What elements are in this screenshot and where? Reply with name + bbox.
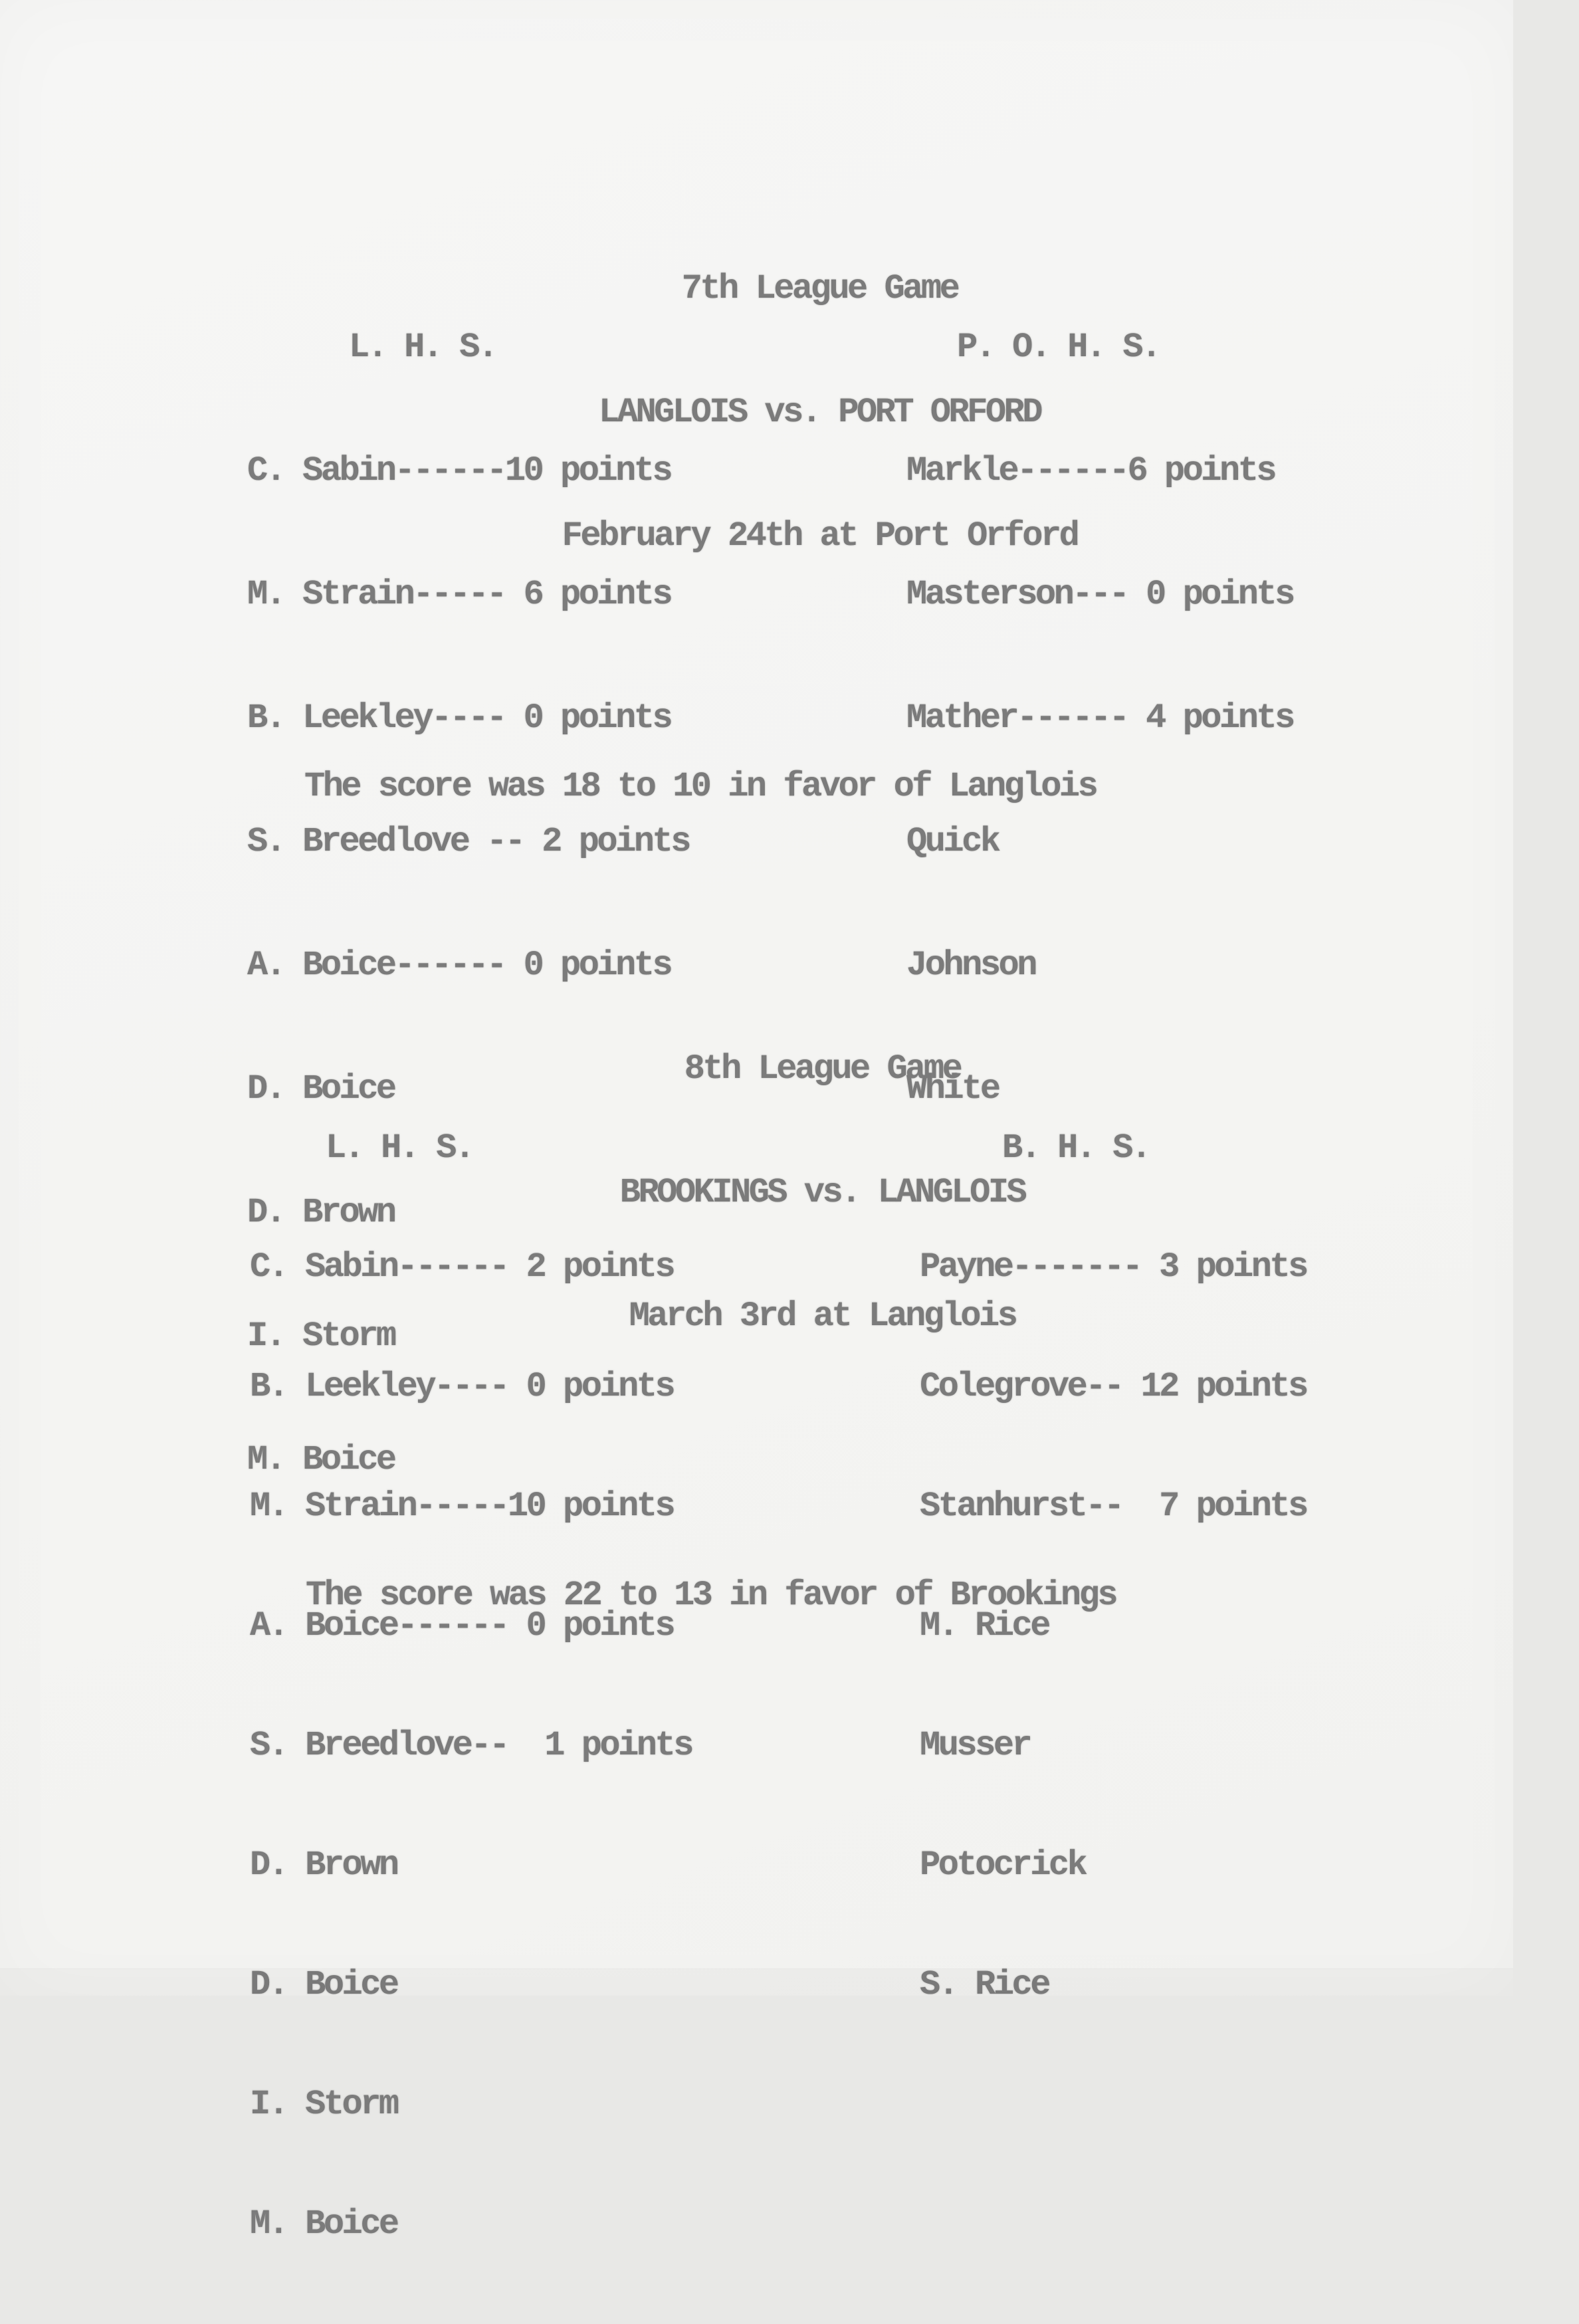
game-number-line: 7th League Game [681, 269, 958, 308]
player-row: A. Boice------ 0 points [247, 946, 671, 985]
player-row: B. Leekley---- 0 points [250, 1367, 674, 1406]
player-row: Payne------- 3 points [920, 1247, 1307, 1287]
player-row: C. Sabin------10 points [247, 451, 671, 490]
player-row: Markle------6 points [906, 451, 1275, 490]
player-row: M. Boice [250, 2204, 397, 2244]
game2-score-line: The score was 22 to 13 in favor of Brookings [306, 1576, 1116, 1615]
player-row: S. Breedlove-- 1 points [250, 1726, 692, 1765]
player-row: Potocrick [920, 1846, 1086, 1885]
game2-home-team-heading: L. H. S. [326, 1128, 473, 1168]
player-row: B. Leekley---- 0 points [247, 698, 671, 738]
game1-score-line: The score was 18 to 10 in favor of Langlois [304, 767, 1097, 806]
player-row: Masterson--- 0 points [906, 575, 1293, 614]
player-row: D. Boice [247, 1069, 395, 1109]
game2-home-roster [250, 1168, 692, 2324]
player-row: Mather------ 4 points [906, 698, 1293, 738]
scan-edge-band [0, 1968, 1513, 1996]
player-row: I. Storm [250, 2085, 397, 2124]
player-row: M. Strain-----10 points [250, 1487, 674, 1526]
game1-home-team-heading: L. H. S. [349, 328, 496, 367]
player-row: Quick [906, 822, 999, 861]
game2-away-roster [920, 1168, 1307, 2085]
player-row: M. Boice [247, 1440, 395, 1479]
player-row: C. Sabin------ 2 points [250, 1247, 674, 1287]
player-row: Stanhurst-- 7 points [920, 1487, 1307, 1526]
player-row: M. Strain----- 6 points [247, 575, 671, 614]
player-row: Musser [920, 1726, 1031, 1765]
player-row: D. Boice [250, 1965, 397, 2004]
player-row: M. Rice [920, 1606, 1049, 1645]
player-row: D. Brown [250, 1846, 397, 1885]
player-row: S. Rice [920, 1965, 1049, 2004]
player-row: Johnson [906, 946, 1035, 985]
game-number-line: 8th League Game [684, 1049, 961, 1089]
game2-away-team-heading: B. H. S. [1002, 1128, 1150, 1168]
player-row: I. Storm [247, 1317, 395, 1356]
player-row: Colegrove-- 12 points [920, 1367, 1307, 1406]
player-row: A. Boice------ 0 points [250, 1606, 674, 1645]
game1-away-team-heading: P. O. H. S. [957, 328, 1160, 367]
date-location-line: February 24th at Port Orford [562, 516, 1078, 556]
matchup-line: BROOKINGS vs. LANGLOIS [619, 1173, 1025, 1212]
date-location-line: March 3rd at Langlois [629, 1297, 1016, 1336]
player-row: S. Breedlove -- 2 points [247, 822, 689, 861]
player-row: D. Brown [247, 1193, 395, 1232]
player-row: White [906, 1069, 999, 1109]
matchup-line: LANGLOIS vs. PORT ORFORD [599, 393, 1041, 432]
